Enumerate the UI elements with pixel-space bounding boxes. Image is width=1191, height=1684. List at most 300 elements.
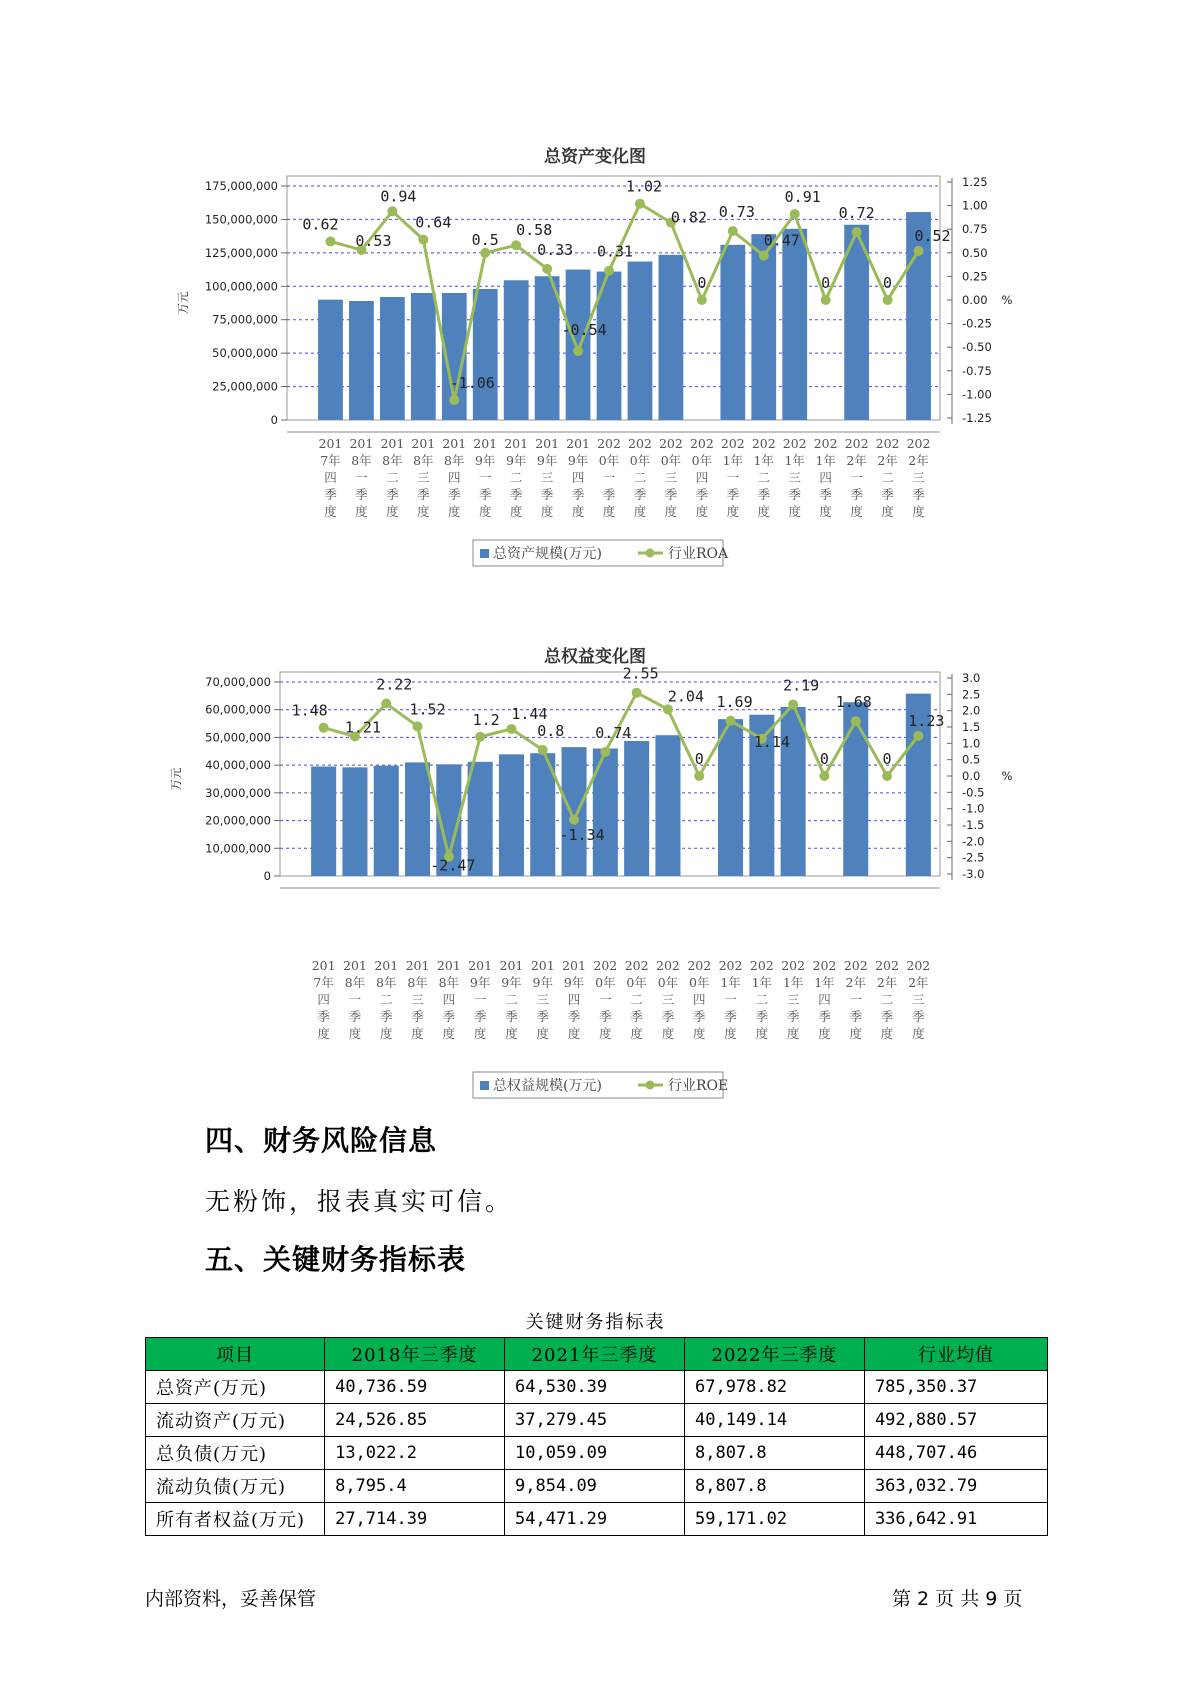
data-label: 0.47 — [763, 231, 800, 250]
line-point — [914, 246, 924, 256]
x-tick-label: 季 — [633, 487, 647, 502]
chart-title: 总权益变化图 — [544, 647, 646, 667]
cell: 37,279.45 — [505, 1404, 685, 1437]
y2-axis-label: % — [1001, 769, 1013, 783]
data-label: -1.34 — [559, 825, 605, 844]
line-point — [697, 295, 707, 305]
y-tick-label: 50,000,000 — [212, 346, 278, 361]
y2-tick-label: 0.00 — [962, 293, 988, 307]
x-tick-label: 季 — [317, 1009, 330, 1024]
x-tick-label: 一 — [602, 470, 616, 485]
x-tick-label: 度 — [849, 1026, 863, 1041]
y2-tick-label: -0.5 — [962, 785, 985, 800]
line-point — [635, 199, 645, 209]
cell: 13,022.2 — [325, 1437, 505, 1470]
x-tick-label: 201 — [311, 958, 336, 973]
x-tick-label: 度 — [661, 1026, 675, 1041]
line-point — [542, 264, 552, 274]
x-tick-label: 度 — [755, 1026, 769, 1041]
data-label: 0.52 — [914, 226, 951, 245]
line-point — [759, 251, 769, 261]
x-tick-label: 度 — [505, 1026, 518, 1041]
x-tick-label: 8年 — [351, 453, 372, 468]
x-tick-label: 四 — [695, 470, 709, 485]
data-label: 0.53 — [355, 231, 392, 250]
x-tick-label: 度 — [880, 1026, 894, 1041]
line-point — [538, 745, 548, 755]
x-tick-label: 季 — [540, 487, 554, 502]
x-tick-label: 一 — [726, 470, 740, 485]
x-tick-label: 度 — [317, 1026, 330, 1041]
cell: 448,707.46 — [864, 1437, 1047, 1470]
x-tick-label: 四 — [567, 992, 581, 1007]
y2-tick-label: -2.0 — [962, 834, 985, 849]
x-tick-label: 8年 — [382, 453, 403, 468]
cell: 27,714.39 — [325, 1503, 505, 1536]
bar — [504, 280, 529, 420]
line-point — [852, 227, 862, 237]
x-tick-label: 201 — [349, 436, 374, 451]
x-tick-label: 202 — [628, 436, 652, 451]
x-tick-label: 季 — [788, 487, 801, 502]
x-tick-label: 季 — [478, 487, 492, 502]
x-tick-label: 度 — [912, 1026, 925, 1041]
data-label: 0.58 — [516, 221, 553, 240]
x-tick-label: 季 — [509, 487, 523, 502]
x-tick-label: 季 — [661, 1009, 675, 1024]
y-axis-label: 万元 — [169, 767, 183, 791]
x-tick-label: 三 — [788, 470, 801, 485]
row-label: 流动资产(万元) — [146, 1404, 325, 1437]
cell: 59,171.02 — [684, 1503, 864, 1536]
data-label: 0.64 — [415, 213, 452, 232]
x-tick-label: 季 — [417, 487, 430, 502]
y2-tick-label: 0.75 — [962, 222, 988, 237]
x-tick-label: 201 — [535, 436, 560, 451]
data-label: -2.47 — [430, 856, 476, 875]
x-tick-label: 一 — [355, 470, 368, 485]
y-tick-label: 0 — [263, 869, 271, 883]
x-tick-label: 季 — [880, 1009, 894, 1024]
total-assets-chart-svg — [0, 140, 1191, 600]
data-label: 0.72 — [838, 204, 875, 223]
x-tick-label: 四 — [571, 470, 585, 485]
x-tick-label: 202 — [718, 958, 743, 973]
x-tick-label: 202 — [906, 436, 931, 451]
x-tick-label: 度 — [571, 504, 585, 519]
cell: 40,149.14 — [684, 1404, 864, 1437]
x-tick-label: 201 — [562, 958, 586, 973]
x-tick-label: 202 — [720, 436, 745, 451]
cell: 54,471.29 — [505, 1503, 685, 1536]
line-point — [604, 266, 614, 276]
x-tick-label: 季 — [881, 487, 894, 502]
col-header: 2021年三季度 — [505, 1338, 685, 1371]
x-tick-label: 8年 — [407, 975, 428, 990]
line-point — [851, 716, 861, 726]
x-tick-label: 季 — [324, 487, 337, 502]
x-tick-label: 1年 — [814, 975, 835, 990]
cell: 8,795.4 — [325, 1470, 505, 1503]
x-tick-label: 度 — [540, 504, 554, 519]
x-tick-label: 度 — [536, 1026, 550, 1041]
x-tick-label: 201 — [468, 958, 493, 973]
x-tick-label: 四 — [819, 470, 832, 485]
table-row — [146, 1503, 1048, 1536]
bar — [562, 747, 587, 876]
x-tick-label: 202 — [687, 958, 712, 973]
x-tick-label: 度 — [379, 1026, 393, 1041]
x-tick-label: 度 — [724, 1026, 737, 1041]
x-tick-label: 季 — [599, 1009, 612, 1024]
y-tick-label: 75,000,000 — [212, 312, 278, 327]
x-tick-label: 7年 — [320, 453, 341, 468]
col-header: 2022年三季度 — [684, 1338, 864, 1371]
x-tick-label: 度 — [599, 1026, 612, 1041]
bar — [374, 766, 399, 876]
bar — [535, 276, 560, 420]
x-tick-label: 202 — [875, 436, 900, 451]
cell: 8,807.8 — [684, 1470, 864, 1503]
data-label: 0 — [694, 750, 704, 768]
y-tick-label: 150,000,000 — [204, 212, 278, 227]
x-tick-label: 201 — [411, 436, 436, 451]
line-point — [387, 206, 397, 216]
x-tick-label: 四 — [324, 470, 337, 485]
x-tick-label: 2年 — [908, 975, 929, 990]
y2-tick-label: 1.5 — [962, 720, 981, 734]
x-tick-label: 一 — [849, 992, 863, 1007]
x-tick-label: 季 — [473, 1009, 487, 1024]
y2-tick-label: 0.50 — [962, 245, 988, 260]
legend-line-marker — [646, 549, 655, 558]
x-tick-label: 2年 — [908, 453, 929, 468]
x-tick-label: 四 — [442, 992, 456, 1007]
x-tick-label: 9年 — [567, 453, 589, 468]
row-label: 所有者权益(万元) — [146, 1503, 325, 1536]
line-point — [511, 240, 521, 250]
x-tick-label: 二 — [505, 992, 518, 1007]
x-tick-label: 度 — [473, 1026, 487, 1041]
bar — [782, 229, 807, 420]
x-tick-label: 季 — [819, 487, 832, 502]
cell: 336,642.91 — [864, 1503, 1047, 1536]
x-tick-label: 二 — [755, 992, 769, 1007]
x-tick-label: 三 — [411, 992, 424, 1007]
x-tick-label: 季 — [912, 487, 925, 502]
x-tick-label: 度 — [786, 1026, 800, 1041]
x-tick-label: 201 — [530, 958, 555, 973]
line-point — [418, 235, 428, 245]
y-tick-label: 10,000,000 — [205, 841, 271, 856]
line-point — [632, 688, 642, 698]
data-label: 2.19 — [783, 676, 820, 695]
x-tick-label: 9年 — [505, 453, 527, 468]
x-tick-label: 二 — [757, 470, 771, 485]
x-tick-label: 季 — [695, 487, 709, 502]
y2-tick-label: 1.25 — [962, 175, 988, 189]
line-point — [694, 771, 704, 781]
x-tick-label: 二 — [379, 992, 393, 1007]
x-tick-label: 0年 — [660, 453, 682, 468]
y2-tick-label: -1.0 — [962, 801, 985, 816]
x-tick-label: 季 — [786, 1009, 800, 1024]
table-row — [146, 1437, 1048, 1470]
x-tick-label: 季 — [602, 487, 616, 502]
line-point — [449, 395, 459, 405]
cell: 363,032.79 — [864, 1470, 1047, 1503]
x-tick-label: 度 — [850, 504, 863, 519]
table-caption: 关键财务指标表 — [525, 1312, 666, 1333]
cell: 24,526.85 — [325, 1404, 505, 1437]
x-tick-label: 度 — [509, 504, 523, 519]
y-tick-label: 100,000,000 — [204, 279, 278, 294]
legend-bar-swatch — [480, 1081, 489, 1090]
bar — [624, 741, 649, 876]
data-label: 0 — [821, 274, 831, 292]
y-tick-label: 20,000,000 — [205, 813, 271, 828]
line-point — [381, 698, 391, 708]
y-tick-label: 125,000,000 — [204, 245, 278, 260]
x-tick-label: 1年 — [720, 975, 741, 990]
row-label: 总负债(万元) — [146, 1437, 325, 1470]
section4-text: 无粉饰，报表真实可信。 — [205, 1187, 514, 1216]
y-tick-label: 30,000,000 — [205, 785, 271, 800]
line-point — [790, 209, 800, 219]
x-tick-label: 2年 — [876, 975, 898, 990]
x-tick-label: 201 — [380, 436, 405, 451]
x-tick-label: 三 — [786, 992, 800, 1007]
x-tick-label: 202 — [689, 436, 714, 451]
x-tick-label: 202 — [844, 436, 869, 451]
x-tick-label: 度 — [819, 504, 832, 519]
data-label: 0.33 — [537, 240, 574, 259]
x-tick-label: 9年 — [474, 453, 496, 468]
x-tick-label: 201 — [374, 958, 399, 973]
y2-tick-label: -3.0 — [962, 867, 985, 881]
y2-tick-label: 3.0 — [962, 671, 981, 685]
x-tick-label: 度 — [324, 504, 337, 519]
x-tick-label: 二 — [509, 470, 523, 485]
bar — [342, 767, 367, 876]
y2-tick-label: -1.25 — [962, 411, 992, 425]
x-tick-label: 7年 — [313, 975, 334, 990]
bar — [499, 754, 524, 876]
line-point — [882, 771, 892, 781]
x-tick-label: 季 — [726, 487, 740, 502]
y-tick-label: 70,000,000 — [205, 675, 271, 689]
line-point — [600, 747, 610, 757]
x-tick-label: 0年 — [598, 453, 620, 468]
y2-tick-label: 0.0 — [962, 769, 981, 783]
x-tick-label: 度 — [818, 1026, 831, 1041]
x-tick-label: 度 — [788, 504, 801, 519]
y2-tick-label: 1.0 — [962, 736, 981, 751]
legend-bar-swatch — [480, 549, 489, 558]
y2-tick-label: -0.50 — [962, 340, 992, 355]
cell: 64,530.39 — [505, 1371, 685, 1404]
table-row — [146, 1371, 1048, 1404]
x-tick-label: 1年 — [753, 453, 775, 468]
x-tick-label: 度 — [386, 504, 399, 519]
x-tick-label: 季 — [724, 1009, 737, 1024]
data-label: 0.31 — [596, 242, 634, 261]
x-tick-label: 度 — [417, 504, 430, 519]
x-tick-label: 9年 — [563, 975, 585, 990]
x-tick-label: 四 — [692, 992, 706, 1007]
line-point — [475, 732, 485, 742]
col-header: 2018年三季度 — [325, 1338, 505, 1371]
row-label: 流动负债(万元) — [146, 1470, 325, 1503]
x-tick-label: 8年 — [444, 453, 465, 468]
y-axis-label: 万元 — [176, 291, 190, 315]
x-tick-label: 度 — [881, 504, 894, 519]
x-tick-label: 202 — [843, 958, 868, 973]
x-tick-label: 202 — [624, 958, 649, 973]
x-tick-label: 201 — [473, 436, 498, 451]
legend-bar-label: 总资产规模(万元) — [493, 546, 602, 562]
x-tick-label: 201 — [566, 436, 591, 451]
x-tick-label: 季 — [348, 1009, 362, 1024]
x-tick-label: 季 — [912, 1009, 925, 1024]
total-equity-chart-svg — [0, 640, 1191, 1100]
line-point — [413, 721, 423, 731]
bar — [411, 293, 436, 420]
x-tick-label: 9年 — [532, 975, 553, 990]
x-tick-label: 202 — [751, 436, 776, 451]
data-label: 1.68 — [835, 693, 872, 712]
x-tick-label: 度 — [442, 1026, 456, 1041]
x-tick-label: 季 — [571, 487, 585, 502]
total-assets-chart — [0, 140, 1191, 600]
bar — [751, 234, 776, 420]
x-tick-label: 季 — [692, 1009, 706, 1024]
x-tick-label: 0年 — [629, 453, 651, 468]
x-tick-label: 2年 — [877, 453, 898, 468]
data-label: 0.5 — [471, 230, 499, 249]
x-tick-label: 一 — [473, 992, 487, 1007]
data-label: 0.62 — [302, 215, 339, 234]
x-tick-label: 202 — [658, 436, 683, 451]
y-tick-label: 25,000,000 — [212, 379, 278, 394]
x-tick-label: 202 — [749, 958, 774, 973]
legend-line-marker — [646, 1081, 655, 1090]
cell: 40,736.59 — [325, 1371, 505, 1404]
x-tick-label: 度 — [567, 1026, 581, 1041]
x-tick-label: 度 — [726, 504, 740, 519]
cell: 10,059.09 — [505, 1437, 685, 1470]
col-header: 项目 — [146, 1338, 325, 1371]
line-point — [569, 815, 579, 825]
line-point — [788, 699, 798, 709]
x-tick-label: 季 — [755, 1009, 769, 1024]
x-tick-label: 0年 — [689, 975, 710, 990]
x-tick-label: 度 — [602, 504, 616, 519]
bar — [655, 735, 680, 876]
data-label: 1.23 — [908, 711, 945, 730]
x-tick-label: 四 — [448, 470, 461, 485]
x-tick-label: 季 — [386, 487, 399, 502]
y2-tick-label: 0.25 — [962, 269, 988, 284]
x-tick-label: 201 — [405, 958, 430, 973]
y-tick-label: 60,000,000 — [205, 702, 271, 717]
x-tick-label: 9年 — [501, 975, 522, 990]
x-tick-label: 8年 — [438, 975, 460, 990]
x-tick-label: 季 — [630, 1009, 643, 1024]
data-label: 2.22 — [376, 675, 413, 694]
data-label: 0.8 — [537, 721, 565, 740]
x-tick-label: 季 — [850, 487, 863, 502]
x-tick-label: 季 — [411, 1009, 424, 1024]
row-label: 总资产(万元) — [146, 1371, 325, 1404]
y2-tick-label: 1.00 — [962, 198, 988, 213]
x-tick-label: 一 — [850, 470, 863, 485]
bar — [720, 245, 745, 420]
data-label: 1.02 — [625, 177, 663, 196]
x-tick-label: 度 — [664, 504, 678, 519]
x-tick-label: 202 — [782, 436, 807, 451]
x-tick-label: 2年 — [845, 975, 866, 990]
cell: 9,854.09 — [505, 1470, 685, 1503]
cell: 8,807.8 — [684, 1437, 864, 1470]
bar — [628, 262, 653, 420]
x-tick-label: 二 — [386, 470, 399, 485]
x-tick-label: 二 — [633, 470, 647, 485]
x-tick-label: 四 — [317, 992, 330, 1007]
legend-bar-label: 总权益规模(万元) — [493, 1078, 602, 1094]
chart-title: 总资产变化图 — [544, 147, 646, 167]
bar — [566, 270, 591, 420]
x-tick-label: 三 — [912, 992, 925, 1007]
x-tick-label: 一 — [478, 470, 492, 485]
x-tick-label: 季 — [442, 1009, 456, 1024]
data-label: 1.52 — [409, 700, 446, 719]
x-tick-label: 四 — [818, 992, 831, 1007]
x-tick-label: 季 — [849, 1009, 863, 1024]
line-point — [319, 723, 329, 733]
x-tick-label: 季 — [505, 1009, 518, 1024]
y-tick-label: 0 — [270, 413, 278, 427]
x-tick-label: 季 — [355, 487, 368, 502]
x-tick-label: 季 — [379, 1009, 393, 1024]
y-tick-label: 50,000,000 — [205, 730, 271, 745]
x-tick-label: 度 — [478, 504, 492, 519]
x-tick-label: 1年 — [815, 453, 836, 468]
data-label: 2.04 — [667, 687, 705, 706]
x-tick-label: 201 — [436, 958, 461, 973]
data-label: 1.44 — [511, 704, 548, 723]
section4-heading: 四、财务风险信息 — [205, 1124, 438, 1157]
x-tick-label: 201 — [343, 958, 367, 973]
x-tick-label: 202 — [781, 958, 806, 973]
x-tick-label: 度 — [630, 1026, 643, 1041]
cell: 492,880.57 — [864, 1404, 1047, 1437]
line-point — [663, 704, 673, 714]
data-label: 1.14 — [753, 732, 790, 751]
bar — [473, 289, 498, 420]
x-tick-label: 一 — [599, 992, 612, 1007]
x-tick-label: 度 — [757, 504, 771, 519]
x-tick-label: 9年 — [469, 975, 491, 990]
data-label: 0.82 — [670, 208, 707, 227]
x-tick-label: 三 — [912, 470, 925, 485]
total-equity-chart — [0, 640, 1191, 1100]
bar — [380, 297, 405, 420]
table-row — [146, 1404, 1048, 1437]
y2-tick-label: -1.5 — [962, 818, 985, 832]
legend-line-label: 行业ROA — [668, 546, 729, 562]
x-tick-label: 季 — [818, 1009, 831, 1024]
